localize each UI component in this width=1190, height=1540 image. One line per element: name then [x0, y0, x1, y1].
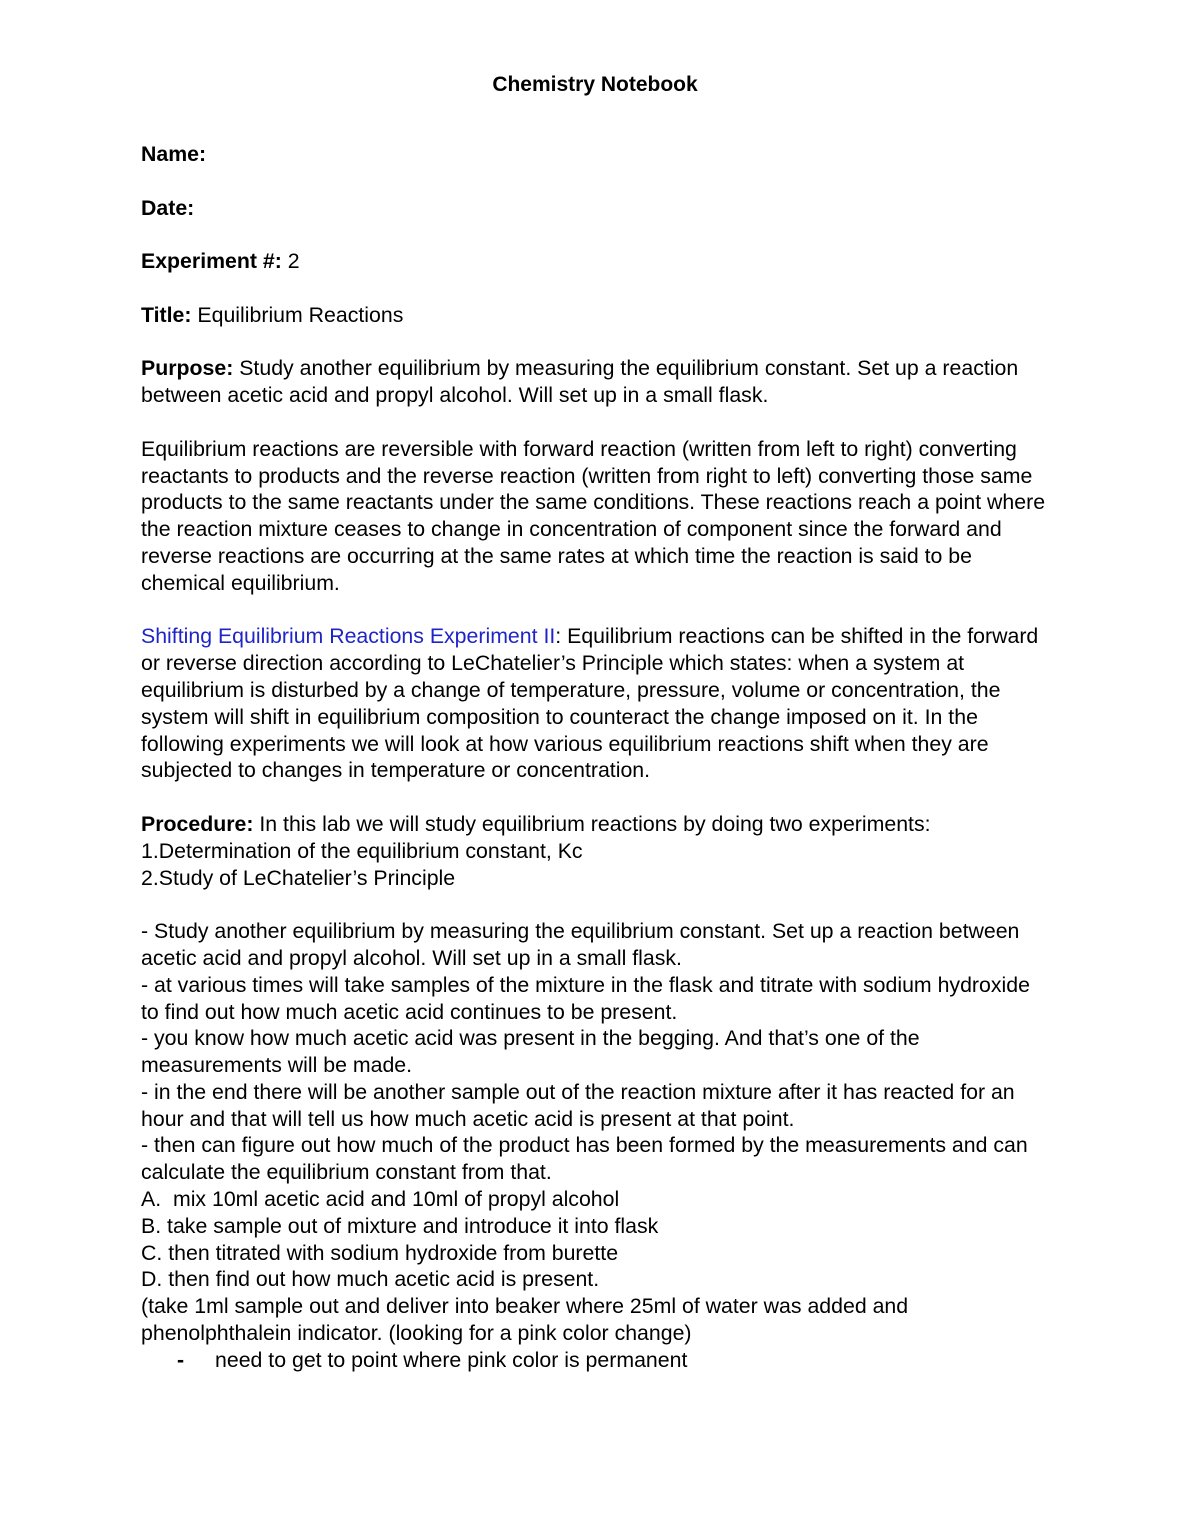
experiment-field	[141, 248, 1051, 275]
procedure-item: 1.Determination of the equilibrium constant, Kc	[141, 838, 583, 863]
document-title: Chemistry Notebook	[492, 73, 698, 96]
bullet-mark: -	[177, 1347, 185, 1372]
note-line: - then can figure out how much of the product has been formed by the measurements and can calculate the equilibrium constant from that.	[141, 1133, 1028, 1185]
title-label: Title:	[141, 302, 192, 327]
equilibrium-paragraph: Equilibrium reactions are reversible with forward reaction (written from left to right) converting reactants to products and the reverse reaction (written from right to left) converting those same products to the same reactants under the same conditions. These reactions reach a point where the reaction mixture ceases to change in concentration of component since the forward and reverse reactions are occurring at the same rates at which time the reaction is said to be chemical equilibrium.	[141, 436, 1046, 595]
title-field	[141, 302, 1051, 329]
bullet-text: need to get to point where pink color is permanent	[215, 1347, 688, 1372]
note-line: (take 1ml sample out and deliver into beaker where 25ml of water was added and phenolphthalein indicator. (looking for a pink color change)	[141, 1294, 909, 1346]
step-line: C. then titrated with sodium hydroxide from burette	[141, 1240, 619, 1265]
shifting-text: : Equilibrium reactions can be shifted in the forward or reverse direction according to LeChatelier’s Principle which states: when a system at equilibrium is disturbed by a change of temperature, pressure, volume or concentration, the system will shift in equilibrium composition to counteract the change imposed on it. In the following experiments we will look at how various equilibrium reactions shift when they are subjected to changes in temperature or concentration.	[141, 624, 1039, 783]
procedure-item: 2.Study of LeChatelier’s Principle	[141, 865, 456, 890]
step-line: B. take sample out of mixture and introduce it into flask	[141, 1213, 659, 1238]
step-line: A. mix 10ml acetic acid and 10ml of propyl alcohol	[141, 1187, 620, 1212]
note-line: - you know how much acetic acid was present in the begging. And that’s one of the measurements will be made.	[141, 1026, 920, 1078]
document-body	[141, 141, 1051, 1374]
name-label: Name:	[141, 142, 207, 166]
experiment-label: Experiment #:	[141, 249, 282, 274]
date-label: Date:	[141, 195, 195, 220]
date-field	[141, 195, 1051, 222]
shifting-heading: Shifting Equilibrium Reactions Experiment II	[141, 624, 556, 649]
purpose-label: Purpose:	[141, 356, 234, 381]
procedure-intro: In this lab we will study equilibrium reactions by doing two experiments:	[253, 811, 931, 836]
bullet-item	[141, 1347, 1051, 1374]
procedure-label: Procedure:	[141, 811, 254, 836]
purpose-text: Study another equilibrium by measuring the equilibrium constant. Set up a reaction between acetic acid and propyl alcohol. Will set up in a small flask.	[141, 356, 1019, 408]
procedure-paragraph	[141, 811, 1051, 838]
note-line: - in the end there will be another sample out of the reaction mixture after it has reacted for an hour and that will tell us how much acetic acid is present at that point.	[141, 1079, 1015, 1131]
shifting-paragraph	[141, 623, 1051, 784]
purpose-paragraph	[141, 355, 1051, 409]
experiment-value: 2	[281, 249, 300, 274]
name-field	[141, 141, 1051, 168]
step-line: D. then find out how much acetic acid is present.	[141, 1267, 600, 1292]
note-line: - at various times will take samples of the mixture in the flask and titrate with sodium hydroxide to find out how much acetic acid continues to be present.	[141, 972, 1030, 1024]
title-value: Equilibrium Reactions	[191, 302, 404, 327]
note-line: - Study another equilibrium by measuring the equilibrium constant. Set up a reaction between acetic acid and propyl alcohol. Will set up in a small flask.	[141, 919, 1020, 970]
